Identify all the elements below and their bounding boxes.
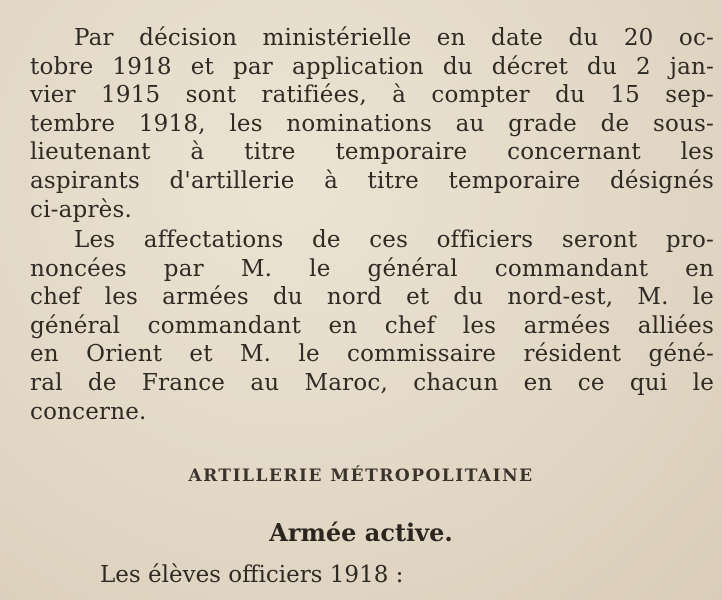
text-line: aspirants d'artillerie à titre temporaire désignés [30,167,714,194]
text-line: général commandant en chef les armées alliées [30,312,714,339]
text-line: Les affectations de ces officiers seront pro- [74,227,714,253]
text-line: ci-après. [30,196,132,223]
section-heading: ARTILLERIE MÉTROPOLITAINE [188,466,534,486]
text-line: Par décision ministérielle en date du 20 oc- [74,25,714,51]
text-line: vier 1915 sont ratifiées, à compter du 15 sep- [30,82,714,109]
paragraph-decision [30,24,714,224]
text-line: concerne. [30,398,147,425]
paragraph-affectations [30,226,714,426]
text-line: noncées par M. le général commandant en [30,255,714,282]
text-line: ral de France au Maroc, chacun en ce qui le [30,369,714,396]
subsection-heading: Armée active. [269,518,453,547]
text-line: chef les armées du nord et du nord-est, M. le [30,284,714,311]
list-intro: Les élèves officiers 1918 : [100,562,404,588]
text-line: tobre 1918 et par application du décret du 2 jan- [30,53,714,80]
text-line: tembre 1918, les nominations au grade de sous- [30,110,714,137]
text-line: en Orient et M. le commissaire résident géné- [30,341,714,368]
text-line: lieutenant à titre temporaire concernant les [30,139,714,166]
